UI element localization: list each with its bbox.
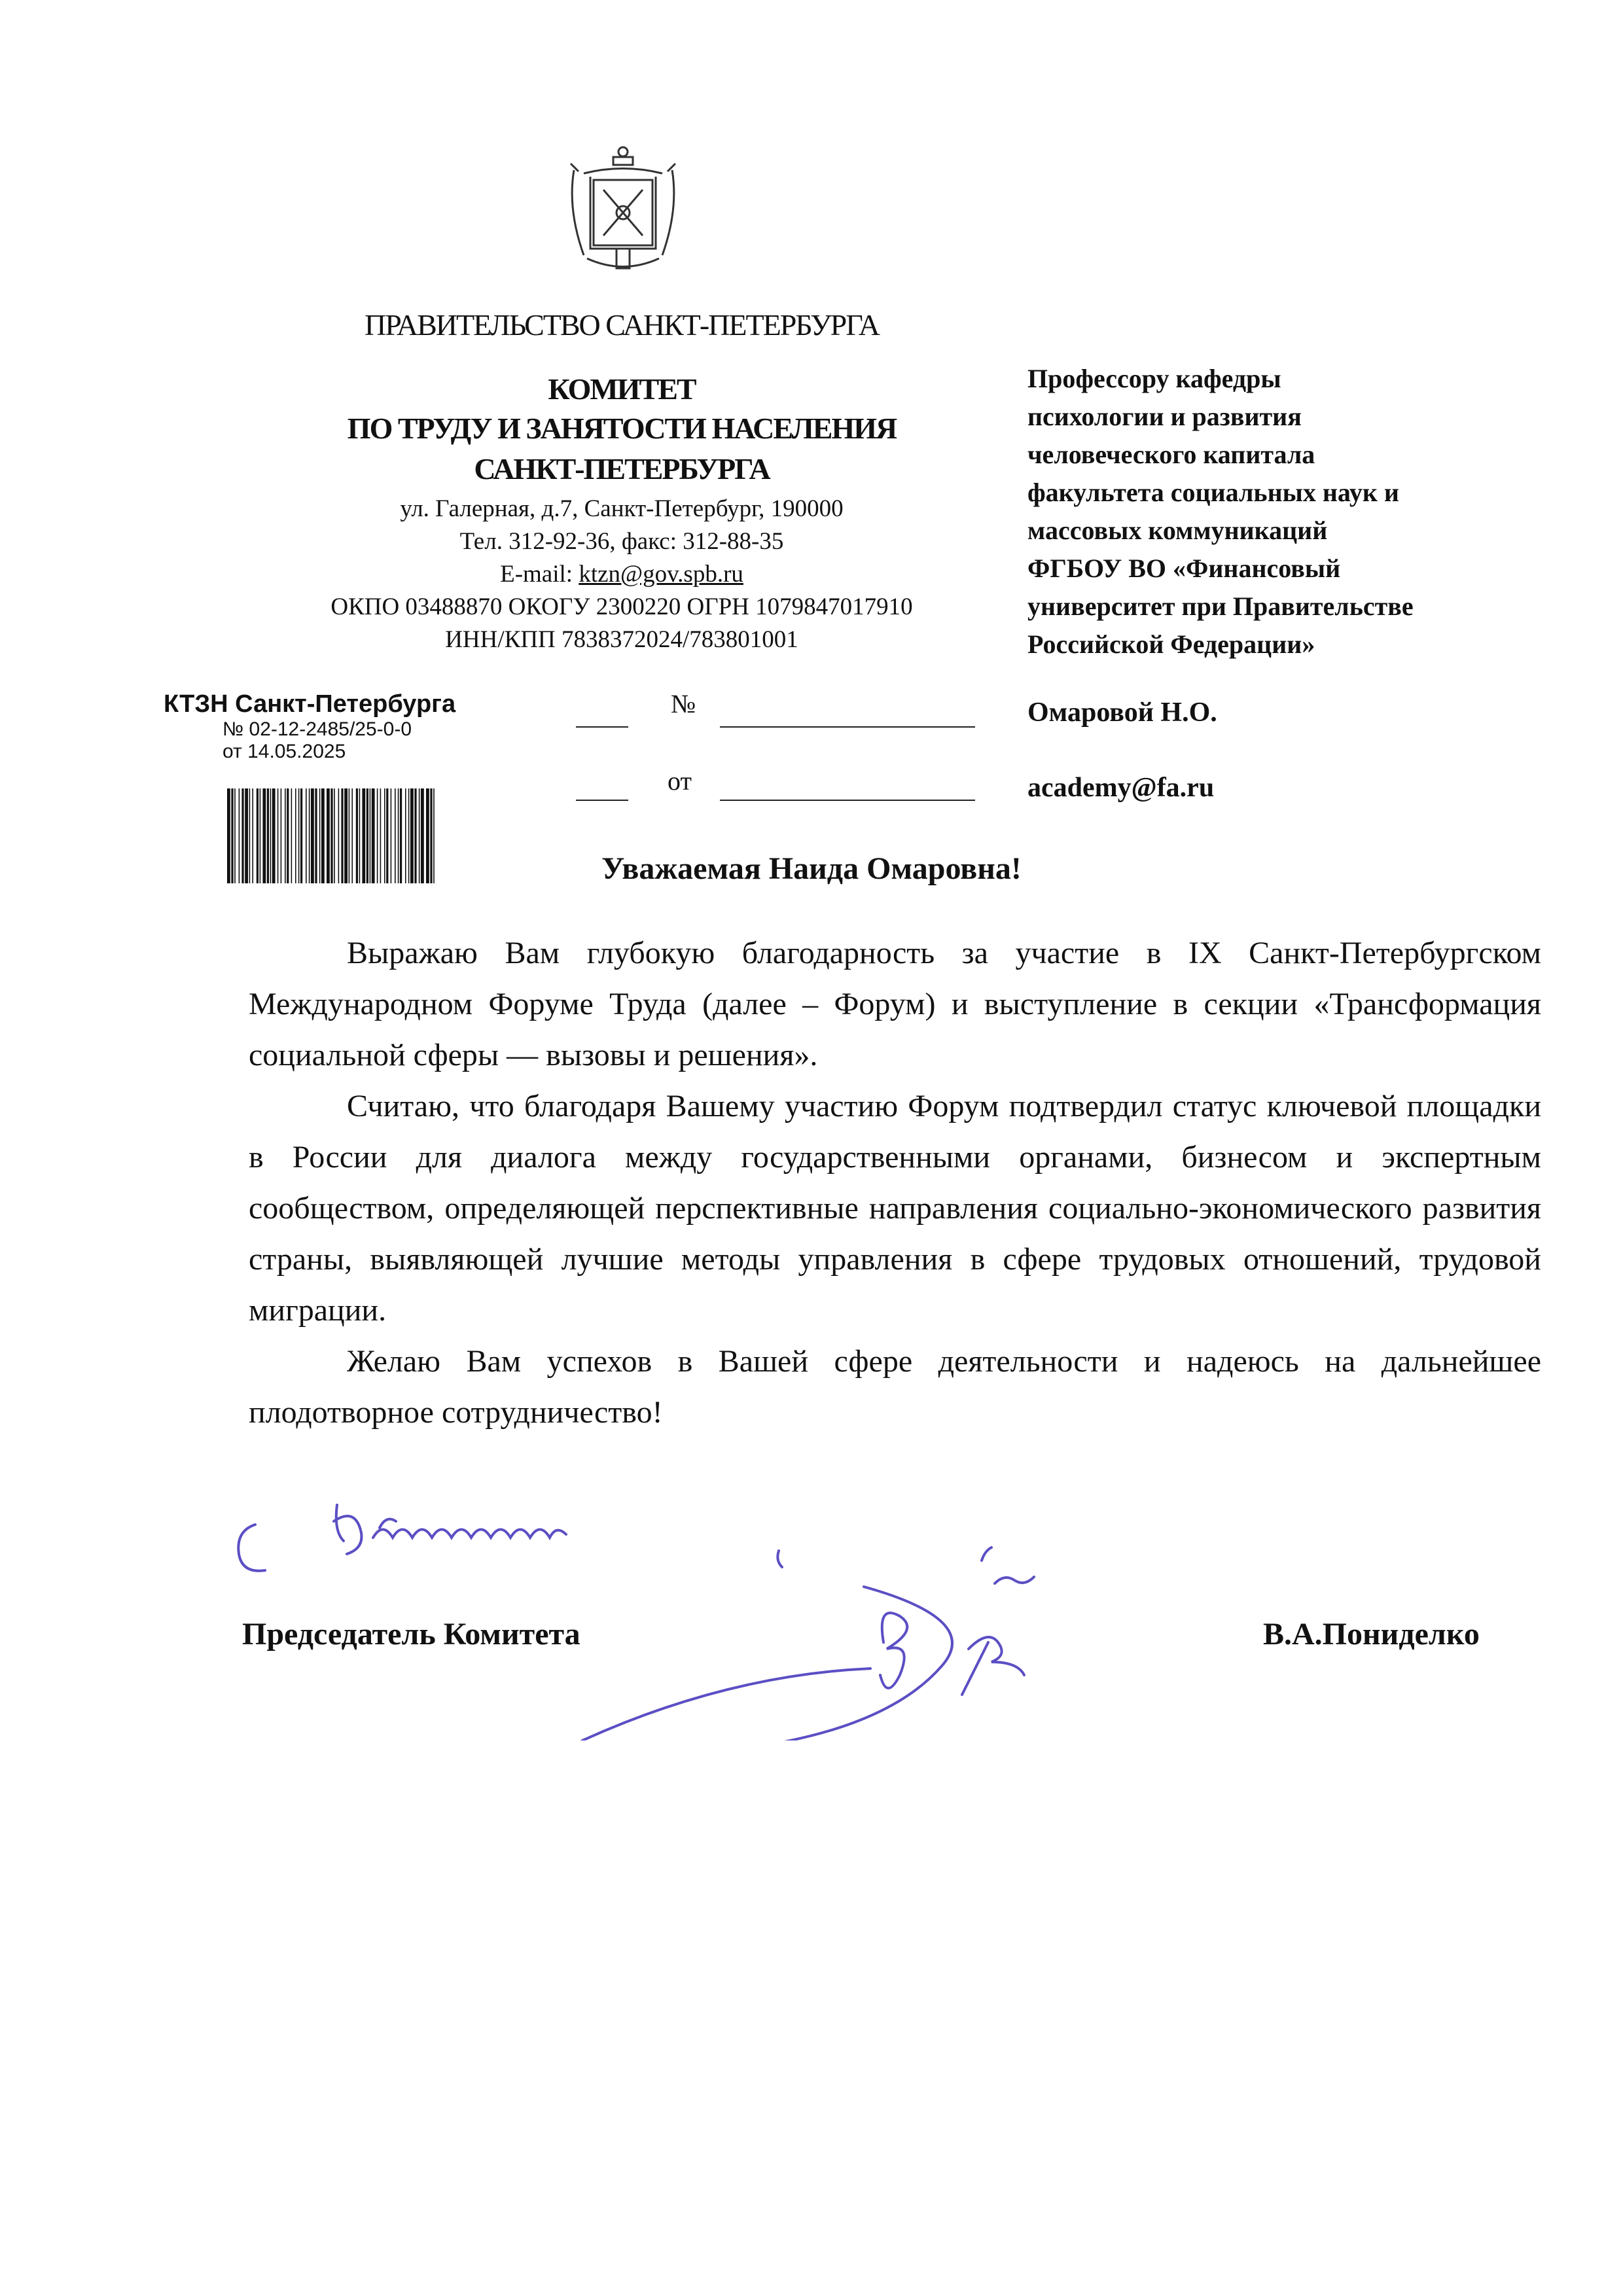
stamp-number: № 02-12-2485/25-0-0 xyxy=(223,718,412,740)
body-paragraph: Желаю Вам успехов в Вашей сфере деятельности и надеюсь на дальнейшее плодотворное сотрудничество! xyxy=(249,1344,1541,1430)
signatory-name: В.А.Пониделко xyxy=(1263,1617,1480,1651)
recipient-line: ФГБОУ ВО «Финансовый xyxy=(1027,554,1341,583)
email-label: E-mail: xyxy=(500,561,579,588)
reg-number-label: № xyxy=(671,689,696,718)
committee-title-line-2: ПО ТРУДУ И ЗАНЯТОСТИ НАСЕЛЕНИЯ xyxy=(347,412,897,445)
committee-address: ул. Галерная, д.7, Санкт-Петербург, 190000 xyxy=(400,495,844,522)
reg-date-label: от xyxy=(668,766,692,796)
reg-date-line xyxy=(720,800,975,801)
recipient-line: психологии и развития xyxy=(1027,402,1302,431)
recipient-line: Профессору кафедры xyxy=(1027,364,1281,393)
reg-line-left-2 xyxy=(576,800,628,801)
government-title: ПРАВИТЕЛЬСТВО САНКТ-ПЕТЕРБУРГА xyxy=(364,308,880,342)
committee-inn: ИНН/КПП 7838372024/783801001 xyxy=(445,626,798,653)
committee-email-link[interactable]: ktzn@gov.spb.ru xyxy=(579,561,743,588)
stamp-org: КТЗН Санкт-Петербурга xyxy=(164,690,456,718)
stamp-date: от 14.05.2025 xyxy=(223,741,346,762)
reg-number-line xyxy=(720,726,975,728)
recipient-line: Российской Федерации» xyxy=(1027,629,1315,659)
committee-title-line-1: КОМИТЕТ xyxy=(548,372,696,406)
recipient-line: массовых коммуникаций xyxy=(1027,516,1328,545)
committee-phone: Тел. 312-92-36, факс: 312-88-35 xyxy=(459,528,784,555)
committee-codes: ОКПО 03488870 ОКОГУ 2300220 ОГРН 1079847017910 xyxy=(330,593,913,620)
recipient-line: университет при Правительстве xyxy=(1027,592,1414,621)
recipient-block xyxy=(1027,360,1551,663)
recipient-line: факультета социальных наук и xyxy=(1027,478,1399,507)
letter-body xyxy=(249,928,1541,1438)
recipient-line: человеческого капитала xyxy=(1027,440,1315,469)
registration-stamp xyxy=(164,690,504,763)
greeting: Уважаемая Наида Омаровна! xyxy=(601,851,1022,886)
reg-line-left-1 xyxy=(576,726,628,728)
signatory-position: Председатель Комитета xyxy=(242,1617,580,1651)
body-paragraph: Считаю, что благодаря Вашему участию Форум подтвердил статус ключевой площадки в России для диалога между государственными органами, бизнесом и экспертным сообществом, определяющей перспективные направления социально-экономического развития страны, выявляющей лучшие методы управления в сфере трудовых отношений, трудовой миграции. xyxy=(249,1089,1541,1328)
committee-title-line-3: САНКТ-ПЕТЕРБУРГА xyxy=(474,452,770,486)
committee-email-line xyxy=(275,560,969,588)
body-paragraph: Выражаю Вам глубокую благодарность за участие в IX Санкт-Петербургском Международном Форуме Труда (далее – Форум) и выступление в секции «Трансформация социальной сферы — вызовы и решения». xyxy=(249,936,1541,1072)
recipient-name: Омаровой Н.О. xyxy=(1027,698,1217,728)
recipient-email: academy@fa.ru xyxy=(1027,773,1215,803)
coat-of-arms-emblem xyxy=(561,144,685,275)
